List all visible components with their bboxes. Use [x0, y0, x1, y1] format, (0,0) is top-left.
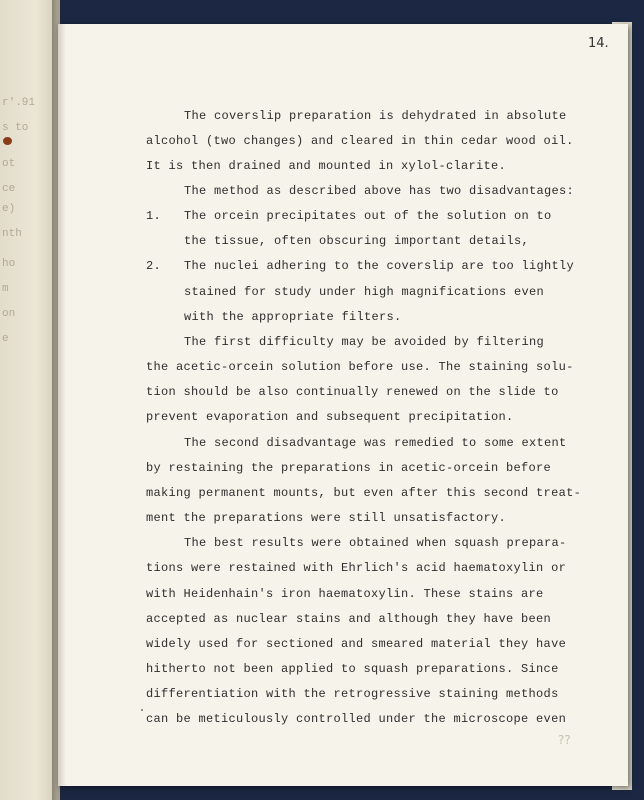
facing-page-fragment: r'.91 [2, 97, 36, 109]
text-line: ment the preparations were still unsatisfactory. [146, 511, 507, 525]
text-line: accepted as nuclear stains and although they have been [146, 612, 552, 626]
text-line: The coverslip preparation is dehydrated in absolute [184, 109, 567, 123]
text-line: tion should be also continually renewed on the slide to [146, 385, 559, 399]
pencil-annotation: ?? [558, 733, 571, 747]
text-line: The method as described above has two disadvantages: [184, 184, 575, 198]
facing-page-fragment: s to [2, 122, 29, 134]
text-line: The nuclei adhering to the coverslip are too lightly [184, 259, 575, 273]
book-gutter [52, 0, 66, 800]
text-line: by restaining the preparations in acetic-orcein before [146, 461, 552, 475]
text-line: tions were restained with Ehrlich's acid haematoxylin or [146, 561, 567, 575]
text-line: differentiation with the retrogressive staining methods [146, 687, 559, 701]
text-line: alcohol (two changes) and cleared in thin cedar wood oil. [146, 134, 574, 148]
text-line: widely used for sectioned and smeared material they have [146, 637, 567, 651]
text-line: prevent evaporation and subsequent precipitation. [146, 410, 514, 424]
facing-page-fragment: nth [2, 228, 22, 240]
text-line: The second disadvantage was remedied to some extent [184, 436, 567, 450]
text-line: The first difficulty may be avoided by filtering [184, 335, 545, 349]
text-line: with Heidenhain's iron haematoxylin. These stains are [146, 587, 544, 601]
text-line: making permanent mounts, but even after this second treat- [146, 486, 582, 500]
text-line: stained for study under high magnifications even [184, 285, 545, 299]
facing-page-fragment: on [2, 308, 16, 320]
facing-page-fragment: ho [2, 258, 16, 270]
facing-page-fragment: m [2, 283, 9, 295]
facing-page-fragment: ot [2, 158, 16, 170]
ink-blot [3, 137, 12, 145]
text-line: with the appropriate filters. [184, 310, 402, 324]
text-line: The orcein precipitates out of the solution on to [184, 209, 552, 223]
text-line: the acetic-orcein solution before use. The staining solu- [146, 360, 574, 374]
text-line: The best results were obtained when squash prepara- [184, 536, 567, 550]
text-line: hitherto not been applied to squash preparations. Since [146, 662, 559, 676]
text-line: can be meticulously controlled under the microscope even [146, 712, 567, 726]
facing-page-fragment: e [2, 333, 9, 345]
facing-page-fragment: ce [2, 183, 16, 195]
page-number: 14. [588, 36, 609, 51]
text-line: It is then drained and mounted in xylol-clarite. [146, 159, 507, 173]
facing-page-fragment: e) [2, 203, 16, 215]
list-marker: 1. [146, 209, 162, 223]
facing-page-edge [0, 0, 60, 800]
text-line: the tissue, often obscuring important details, [184, 234, 530, 248]
stray-ink-dot [141, 709, 143, 711]
list-marker: 2. [146, 259, 162, 273]
